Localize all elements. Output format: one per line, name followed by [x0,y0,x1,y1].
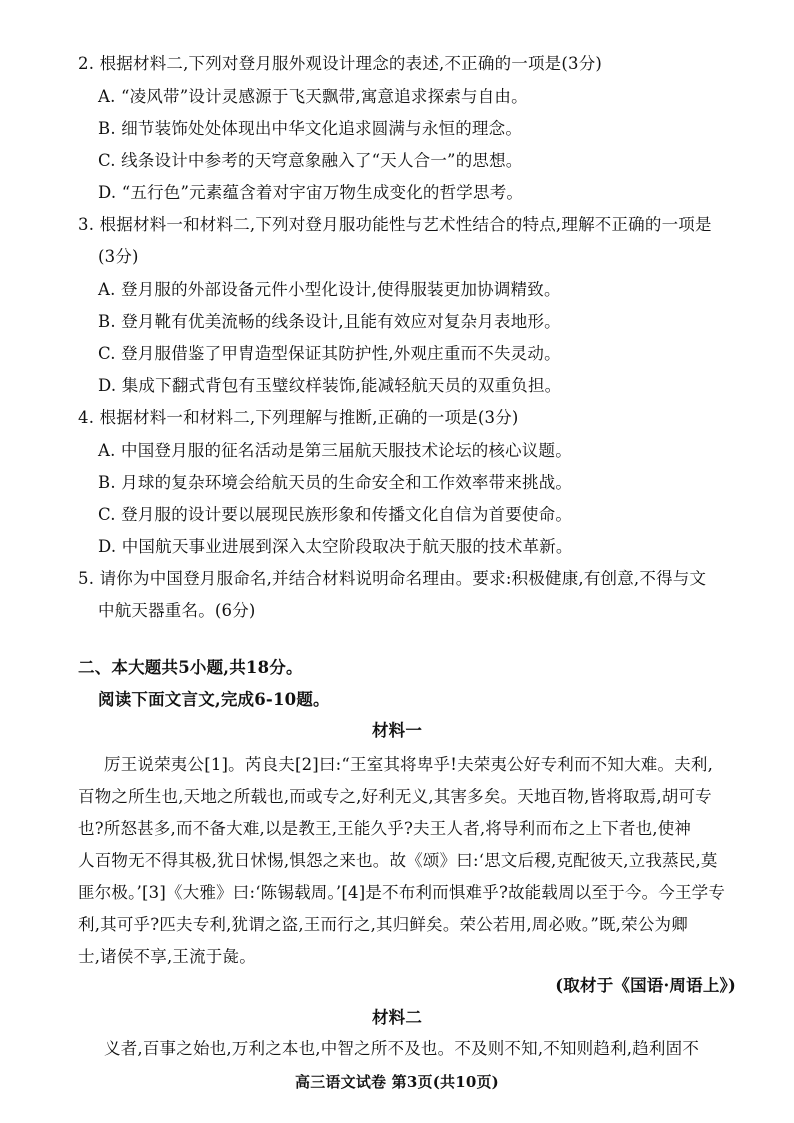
q5-line1: 5. 请你为中国登月服命名,并结合材料说明命名理由。要求:积极健康,有创意,不得与文 [78,569,707,588]
material1-line: 士,诸侯不享,王流于彘。 [78,947,256,966]
q2-option-b: B. 细节装饰处处体现出中华文化追求圆满与永恒的理念。 [98,119,523,138]
q4-option-c: C. 登月服的设计要以展现民族形象和传播文化自信为首要使命。 [98,505,573,524]
q3-option-c: C. 登月服借鉴了甲胄造型保证其防护性,外观庄重而不失灵动。 [98,344,561,363]
page-footer: 高三语文试卷 第3页(共10页) [295,1073,499,1091]
material1-line: 匪尔极。’[3]《大雅》曰:‘陈锡载周。’[4]是不布利而惧难乎?故能载周以至于今。今王学专 [78,883,726,902]
q3-option-a: A. 登月服的外部设备元件小型化设计,使得服装更加协调精致。 [98,280,561,299]
q4-stem: 4. 根据材料一和材料二,下列理解与推断,正确的一项是(3分) [78,408,519,427]
q4-option-d: D. 中国航天事业进展到深入太空阶段取决于航天服的技术革新。 [98,537,573,556]
q4-option-b: B. 月球的复杂环境会给航天员的生命安全和工作效率带来挑战。 [98,473,573,492]
material1-line: 百物之所生也,天地之所载也,而或专之,好利无义,其害多矣。天地百物,皆将取焉,胡可专 [78,787,712,806]
section2-instruction: 阅读下面文言文,完成6-10题。 [98,690,330,709]
material1-line: 厉王说荣夷公[1]。芮良夫[2]曰:“王室其将卑乎!夫荣夷公好专利而不知大难。夫利, [104,755,714,774]
q2-option-d: D. “五行色”元素蕴含着对宇宙万物生成变化的哲学思考。 [98,183,524,202]
q4-option-a: A. 中国登月服的征名活动是第三届航天服技术论坛的核心议题。 [98,441,572,460]
material1-line: 人百物无不得其极,犹日怵惕,惧怨之来也。故《颂》曰:‘思文后稷,克配彼天,立我蒸民,莫 [78,851,718,870]
material1-line: 利,其可乎?匹夫专利,犹谓之盗,王而行之,其归鲜矣。荣公若用,周必败。”既,荣公为卿 [78,915,688,934]
q3-option-b: B. 登月靴有优美流畅的线条设计,且能有效应对复杂月表地形。 [98,312,561,331]
q2-stem: 2. 根据材料二,下列对登月服外观设计理念的表述,不正确的一项是(3分) [78,54,603,73]
q5-line2: 中航天器重名。(6分) [98,601,256,620]
material2-title: 材料二 [371,1008,423,1027]
q2-option-a: A. “凌风带”设计灵感源于飞天飘带,寓意追求探索与自由。 [98,87,528,106]
material2-line: 义者,百事之始也,万利之本也,中智之所不及也。不及则不知,不知则趋利,趋利固不 [104,1039,700,1058]
q3-stem-line2: (3分) [98,247,139,266]
material1-line: 也?所怒甚多,而不备大难,以是教王,王能久乎?夫王人者,将导利而布之上下者也,使神 [78,819,692,838]
material1-title: 材料一 [371,721,423,740]
q2-option-c: C. 线条设计中参考的天穹意象融入了“天人合一”的思想。 [98,151,523,170]
section2-heading: 二、本大题共5小题,共18分。 [78,658,303,677]
q3-option-d: D. 集成下翻式背包有玉璧纹样装饰,能减轻航天员的双重负担。 [98,376,562,395]
q3-stem-line1: 3. 根据材料一和材料二,下列对登月服功能性与艺术性结合的特点,理解不正确的一项是 [78,215,712,234]
material1-source: (取材于《国语·周语上》) [555,976,736,995]
